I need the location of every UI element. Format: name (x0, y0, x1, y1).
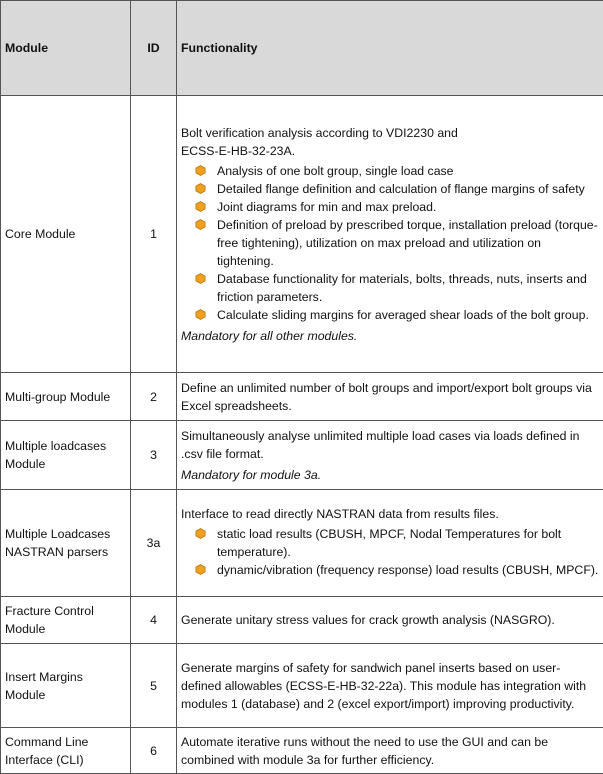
module-name: Fracture Control Module (1, 597, 131, 644)
functionality-intro: Define an unlimited number of bolt groups and import/export bolt groups via Excel spreadsheets. (181, 379, 599, 415)
module-name: Multi-group Module (1, 373, 131, 421)
list-item: Calculate sliding margins for averaged shear loads of the bolt group. (217, 306, 599, 324)
module-name: Insert Margins Module (1, 644, 131, 728)
list-item: dynamic/vibration (frequency response) load results (CBUSH, MPCF). (217, 561, 599, 579)
functionality-cell (177, 421, 603, 490)
module-id: 5 (131, 644, 177, 728)
feature-list (181, 162, 599, 324)
module-name: Command Line Interface (CLI) (1, 728, 131, 774)
hexagon-bullet-icon (195, 219, 206, 230)
list-item: Detailed flange definition and calculation of flange margins of safety (217, 180, 599, 198)
module-name: Core Module (1, 96, 131, 373)
hexagon-bullet-icon (195, 309, 206, 320)
table-row (1, 490, 603, 597)
table-row (1, 373, 603, 421)
table-row (1, 96, 603, 373)
functionality-intro: Generate unitary stress values for crack growth analysis (NASGRO). (181, 611, 599, 629)
header-functionality: Functionality (177, 1, 603, 96)
functionality-note: Mandatory for module 3a. (181, 466, 599, 484)
functionality-note: Mandatory for all other modules. (181, 327, 599, 345)
functionality-cell (177, 373, 603, 421)
feature-list (181, 525, 599, 579)
list-item: Definition of preload by prescribed torque, installation preload (torque-free tightening), utilization on max preload and utilization on tightening. (217, 216, 599, 270)
module-id: 6 (131, 728, 177, 774)
table-row (1, 644, 603, 728)
module-id: 2 (131, 373, 177, 421)
hexagon-bullet-icon (195, 183, 206, 194)
functionality-cell (177, 728, 603, 774)
functionality-intro: Interface to read directly NASTRAN data from results files. (181, 505, 599, 523)
functionality-intro: Automate iterative runs without the need to use the GUI and can be combined with module 3a for further efficiency. (181, 733, 599, 769)
functionality-cell (177, 597, 603, 644)
table-row (1, 728, 603, 774)
hexagon-bullet-icon (195, 165, 206, 176)
functionality-intro: Simultaneously analyse unlimited multiple load cases via loads defined in .csv file format. (181, 427, 599, 463)
header-module: Module (1, 1, 131, 96)
list-item: Database functionality for materials, bolts, threads, nuts, inserts and friction parameters. (217, 270, 599, 306)
hexagon-bullet-icon (195, 564, 206, 575)
hexagon-bullet-icon (195, 273, 206, 284)
header-id: ID (131, 1, 177, 96)
list-item: static load results (CBUSH, MPCF, Nodal Temperatures for bolt temperature). (217, 525, 599, 561)
list-item: Joint diagrams for min and max preload. (217, 198, 599, 216)
functionality-cell (177, 490, 603, 597)
hexagon-bullet-icon (195, 528, 206, 539)
table-row (1, 421, 603, 490)
table-row (1, 597, 603, 644)
list-item: Analysis of one bolt group, single load case (217, 162, 599, 180)
module-id: 3a (131, 490, 177, 597)
module-id: 3 (131, 421, 177, 490)
module-name: Multiple loadcases Module (1, 421, 131, 490)
functionality-intro: Generate margins of safety for sandwich panel inserts based on user-defined allowables (ECSS-E-HB-32-22a). This module has integration with modules 1 (database) and 2 (excel export/import) improving productivity. (181, 659, 599, 713)
functionality-intro: Bolt verification analysis according to VDI2230 and ECSS-E-HB-32-23A. (181, 124, 599, 160)
module-name: Multiple Loadcases NASTRAN parsers (1, 490, 131, 597)
module-id: 4 (131, 597, 177, 644)
header-row (1, 1, 603, 96)
functionality-cell (177, 96, 603, 373)
hexagon-bullet-icon (195, 201, 206, 212)
functionality-cell (177, 644, 603, 728)
module-id: 1 (131, 96, 177, 373)
